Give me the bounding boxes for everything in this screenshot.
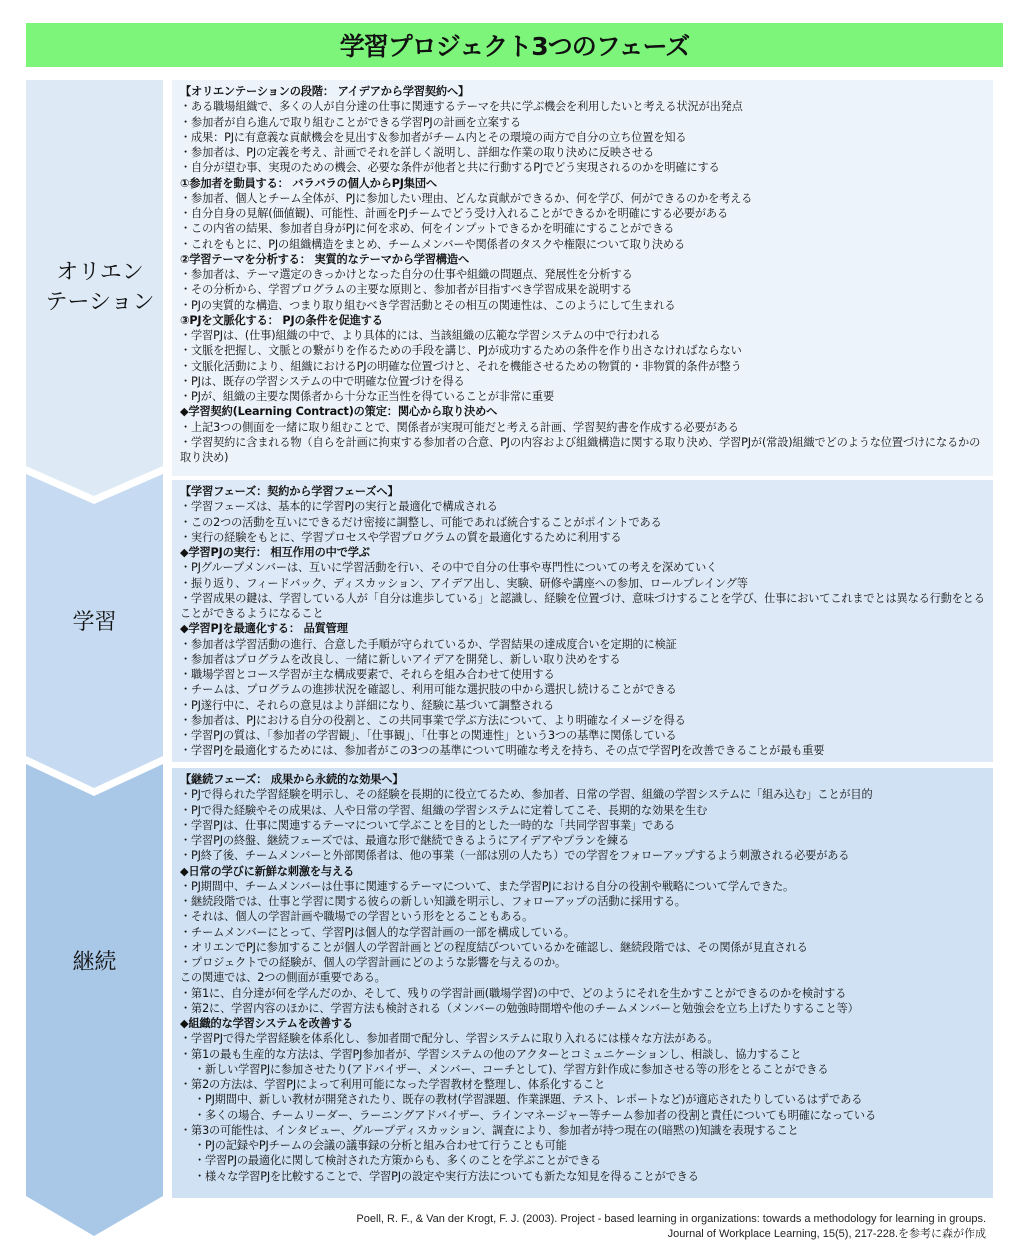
- bullet-line: ・その分析から、学習プログラムの主要な原則と、参加者が目指すべき学習成果を説明する: [180, 283, 633, 297]
- learning-panel: [172, 480, 993, 762]
- section-heading: ◆日常の学びに新鮮な刺激を与える: [180, 864, 355, 878]
- phase-label-orientation: [30, 258, 170, 318]
- orientation-panel: [172, 80, 993, 476]
- bullet-line: ・実行の経験をもとに、学習プロセスや学習プログラムの質を最適化するために利用する: [180, 530, 622, 544]
- bullet-line: ・学習契約に含まれる物（自らを計画に拘束する参加者の合意、PJの内容および組織構造に関する取り決め、学習PJが(常設)組織でどのような位置づけになるかの取り決め): [180, 435, 981, 464]
- bullet-line: ・PJグループメンバーは、互いに学習活動を行い、その中で自分の仕事や専門性についての考えを深めていく: [180, 561, 718, 575]
- bullet-line: ・学習PJを最適化するためには、参加者がこの3つの基準について明確な考えを持ち、その点で学習PJを改善できることが最も重要: [180, 744, 825, 758]
- bullet-line: ・ある職場組織で、多くの人が自分達の仕事に関連するテーマを共に学ぶ機会を利用したいと考える状況が出発点: [180, 100, 743, 114]
- bullet-line: ・この2つの活動を互いにできるだけ密接に調整し、可能であれば統合することがポイントである: [180, 515, 662, 529]
- bullet-line: ・第1に、自分達が何を学んだのか、そして、残りの学習計画(職場学習)の中で、どのようにそれを生かすことができるのかを検討する: [180, 986, 847, 1000]
- chevron-continuation: [26, 764, 163, 1236]
- bullet-line: ・第1の最も生産的な方法は、学習PJ参加者が、学習システムの他のアクターとコミュニケーションし、相談し、協力すること: [180, 1047, 802, 1061]
- bullet-line: ・学習PJは、仕事に関連するテーマについて学ぶことを目的とした一時的な「共同学習事業」である: [180, 818, 676, 832]
- bullet-line: ・参加者は、PJにおける自分の役割と、この共同事業で学ぶ方法について、より明確なイメージを得る: [180, 713, 686, 727]
- section-heading: ②学習テーマを分析する： 実質的なテーマから学習構造へ: [180, 252, 470, 266]
- bullet-line: ・学習フェーズは、基本的に学習PJの実行と最適化で構成される: [180, 500, 498, 514]
- bullet-line: ・PJ終了後、チームメンバーと外部関係者は、他の事業（一部は別の人たち）での学習をフォローアップするよう刺激される必要がある: [180, 849, 850, 863]
- bullet-line: ・自分自身の見解(価値観)、可能性、計画をPJチームでどう受け入れることができるかを明確にする必要がある: [180, 207, 728, 220]
- bullet-line: ・チームメンバーにとって、学習PJは個人的な学習計画の一部を構成している。: [180, 925, 575, 939]
- bullet-line: ・職場学習とコース学習が主な構成要素で、それらを組み合わせて使用する: [180, 668, 555, 681]
- bullet-line: ・新しい学習PJに参加させたり(アドバイザー、メンバー、コーチとして)、学習方針作成に参加させる等の形をとることができる: [194, 1062, 829, 1076]
- bullet-line: ・PJで得た経験やその成果は、人や日常の学習、組織の学習システムに定着してこそ、長期的な効果を生む: [180, 803, 708, 817]
- citation-line: Poell, R. F., & Van der Krogt, F. J. (2003). Project - based learning in organizations: towards a methodology for learning in groups.: [356, 1213, 986, 1225]
- bullet-line: ・PJ期間中、チームメンバーは仕事に関連するテーマについて、また学習PJにおける自分の役割や戦略について学んできた。: [180, 879, 795, 893]
- section-heading: ◆学習PJの実行： 相互作用の中で学ぶ: [180, 546, 370, 559]
- bullet-line: ・PJ期間中、新しい教材が開発されたり、既存の教材(学習課題、作業課題、テスト、レポートなど)が適応されたりしているはずである: [194, 1093, 863, 1107]
- phase-label-line: オリエン: [56, 260, 144, 285]
- bullet-line: ・多くの場合、チームリーダー、ラーニングアドバイザー、ラインマネージャー等チーム参加者の役割と責任についても明確になっている: [194, 1108, 876, 1122]
- bullet-line: ・オリエンでPJに参加することが個人の学習計画とどの程度結びついているかを確認し、継続段階では、その関係が見直される: [180, 940, 808, 954]
- bullet-line: ・参加者は、PJの定義を考え、計画でそれを詳しく説明し、詳細な作業の取り決めに反映させる: [180, 146, 654, 159]
- page-title: 学習プロジェクト3つのフェーズ: [339, 32, 690, 61]
- bullet-line: ・参加者は学習活動の進行、合意した手順が守られているか、学習結果の達成度合いを定期的に検証: [180, 637, 677, 651]
- phase-label-line: テーション: [45, 290, 155, 315]
- section-heading: ◆組織的な学習システムを改善する: [180, 1017, 353, 1030]
- bullet-line: ・PJ遂行中に、それらの意見はより詳細になり、経験に基づいて調整される: [180, 698, 554, 712]
- bullet-line: ・PJは、既存の学習システムの中で明確な位置づけを得る: [180, 374, 465, 388]
- bullet-line: ・学習PJは、(仕事)組織の中で、より具体的には、当該組織の広範な学習システムの中で行われる: [180, 329, 661, 342]
- bullet-line: ・PJの実質的な構造、つまり取り組むべき学習活動とその相互の関連性は、このようにして生まれる: [180, 298, 676, 312]
- phase-label-line: 継続: [72, 950, 117, 975]
- bullet-line: ・学習PJの質は、「参加者の学習観」、「仕事観」、「仕事との関連性」という3つの基準に関係している: [180, 729, 677, 742]
- bullet-line: ・参加者、個人とチーム全体が、PJに参加したい理由、どんな貢献ができるか、何を学び、何ができるのかを考える: [180, 191, 753, 205]
- bullet-line: この関連では、2つの側面が重要である。: [180, 971, 386, 985]
- bullet-line: ・参加者が自ら進んで取り組むことができる学習PJの計画を立案する: [180, 115, 521, 129]
- bullet-line: ・参加者は、テーマ選定のきっかけとなった自分の仕事や組織の問題点、発展性を分析する: [180, 268, 633, 281]
- bullet-line: ・第2に、学習内容のほかに、学習方法も検討される（メンバーの勉強時間増や他のチームメンバーと勉強会を立ち上げたりすること等）: [180, 1001, 859, 1015]
- bullet-line: ・文脈を把握し、文脈との繋がりを作るための手段を講じ、PJが成功するための条件を作り出さなければならない: [180, 344, 742, 358]
- bullet-line: ・この内省の結果、参加者自身がPJに何を求め、何をインプットできるかを明確にすることができる: [180, 222, 675, 236]
- section-heading: 【継続フェーズ： 成果から永続的な効果へ】: [180, 773, 404, 786]
- bullet-line: ・成果：PJに有意義な貢献機会を見出す＆参加者がチーム内とその環境の両方で自分の立ち位置を知る: [180, 130, 687, 144]
- citation: [356, 1212, 986, 1242]
- bullet-line: ・様々な学習PJを比較することで、学習PJの設定や実行方法についても新たな知見を得ることができる: [194, 1169, 699, 1183]
- bullet-line: ・学習PJの終盤、継続フェーズでは、最適な形で継続できるようにアイデアやプランを練る: [180, 834, 630, 847]
- section-heading: ◆学習PJを最適化する： 品質管理: [180, 622, 348, 636]
- bullet-line: ・第2の方法は、学習PJによって利用可能になった学習教材を整理し、体系化すること: [180, 1078, 606, 1091]
- bullet-line: ・第3の可能性は、インタビュー、グループディスカッション、調査により、参加者が持つ現在の(暗黙の)知識を表現すること: [180, 1123, 799, 1137]
- section-heading: 【オリエンテーションの段階： アイデアから学習契約へ】: [180, 85, 470, 98]
- section-heading: ①参加者を動員する： バラバラの個人からPJ集団へ: [180, 176, 437, 190]
- bullet-line: ・PJで得られた学習経験を明示し、その経験を長期的に役立てるため、参加者、日常の学習、組織の学習システムに「組み込む」ことが目的: [180, 788, 873, 802]
- bullet-line: ・振り返り、フィードバック、ディスカッション、アイデア出し、実験、研修や講座への参加、ロールプレイング等: [180, 576, 748, 590]
- bullet-line: ・PJが、組織の主要な関係者から十分な正当性を得ていることが非常に重要: [180, 390, 554, 403]
- continuation-panel: [172, 768, 993, 1198]
- bullet-line: ・これをもとに、PJの組織構造をまとめ、チームメンバーや関係者のタスクや権限について取り決める: [180, 237, 685, 251]
- phase-label-learning: [26, 608, 163, 638]
- bullet-line: ・それは、個人の学習計画や職場での学習という形をとることもある。: [180, 910, 534, 924]
- phase-label-line: 学習: [72, 610, 117, 635]
- citation-line: Journal of Workplace Learning, 15(5), 217-228.を参考に森が作成: [667, 1228, 986, 1240]
- bullet-line: ・継続段階では、仕事と学習に関する彼らの新しい知識を明示し、フォローアップの活動に採用する。: [180, 895, 686, 908]
- section-heading: ◆学習契約(Learning Contract)の策定：関心から取り決めへ: [180, 405, 498, 419]
- bullet-line: ・参加者はプログラムを改良し、一緒に新しいアイデアを開発し、新しい取り決めをする: [180, 652, 621, 666]
- section-heading: ③PJを文脈化する： PJの条件を促進する: [180, 313, 383, 327]
- bullet-line: ・チームは、プログラムの進捗状況を確認し、利用可能な選択肢の中から選択し続けることができる: [180, 683, 677, 697]
- bullet-line: ・PJの記録やPJチームの会議の議事録の分析と組み合わせて行うことも可能: [194, 1139, 567, 1152]
- bullet-line: ・自分が望む事、実現のための機会、必要な条件が他者と共に行動するPJでどう実現されるのかを明確にする: [180, 161, 720, 175]
- phase-label-continuation: [26, 948, 163, 978]
- bullet-line: ・文脈化活動により、組織におけるPJの明確な位置づけと、それを機能させるための物質的・非物質的条件が整う: [180, 359, 742, 373]
- bullet-line: ・プロジェクトでの経験が、個人の学習計画にどのような影響を与えるのか。: [180, 956, 567, 969]
- bullet-line: ・学習PJの最適化に関して検討された方策からも、多くのことを学ぶことができる: [194, 1154, 602, 1168]
- bullet-line: ・上記3つの側面を一緒に取り組むことで、関係者が実現可能だと考える計画、学習契約書を作成する必要がある: [180, 420, 739, 434]
- bullet-line: ・学習成果の鍵は、学習している人が「自分は進歩している」と認識し、経験を位置づけ、意味づけすることを学び、仕事においてこれまでとは異なる行動をとることができるようになること: [180, 591, 985, 620]
- section-heading: 【学習フェーズ：契約から学習フェーズへ】: [180, 485, 399, 498]
- bullet-line: ・学習PJで得た学習経験を体系化し、参加者間で配分し、学習システムに取り入れるには様々な方法がある。: [180, 1032, 719, 1046]
